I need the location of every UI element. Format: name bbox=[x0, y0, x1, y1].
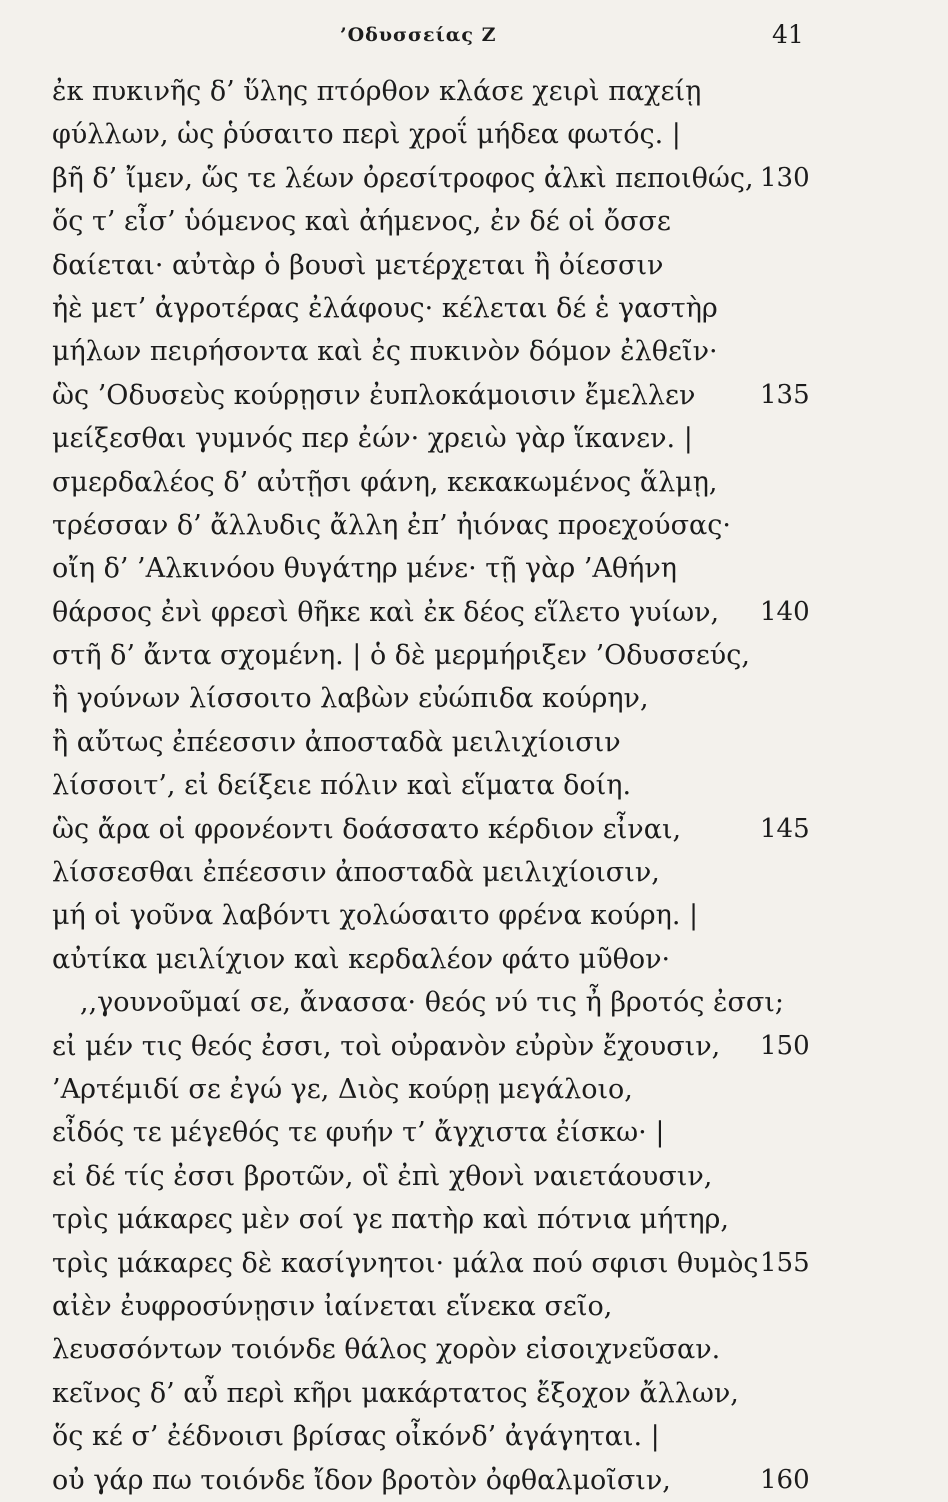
verse-text: σμερδαλέος δ’ αὐτῇσι φάνη, κεκακωμένος ἅλμῃ, bbox=[52, 466, 718, 498]
verse-text: ὣς ἄρα οἱ φρονέοντι δοάσσατο κέρδιον εἶναι, bbox=[52, 813, 682, 845]
verse-line bbox=[52, 70, 832, 113]
verse-text: μή οἱ γοῦνα λαβόντι χολώσαιτο φρένα κούρη. | bbox=[52, 900, 699, 932]
verse-text: μήλων πειρήσοντα καὶ ἐς πυκινὸν δόμον ἐλθεῖν· bbox=[52, 336, 718, 368]
verse-line bbox=[52, 591, 832, 634]
verse-line bbox=[52, 547, 832, 590]
verse-text: κεῖνος δ’ αὖ περὶ κῆρι μακάρτατος ἔξοχον ἄλλων, bbox=[52, 1377, 739, 1409]
verse-text: οὐ γάρ πω τοιόνδε ἴδον βροτὸν ὀφθαλμοῖσιν, bbox=[52, 1464, 671, 1496]
line-number: 140 bbox=[760, 596, 810, 627]
verse-text: λίσσοιτ’, εἰ δείξειε πόλιν καὶ εἵματα δοίη. bbox=[52, 770, 632, 802]
verse-line bbox=[52, 1068, 832, 1111]
verse-text: ὣς ’Οδυσεὺς κούρῃσιν ἐυπλοκάμοισιν ἔμελλεν bbox=[52, 379, 696, 411]
verse-line bbox=[52, 330, 832, 373]
verse-lines bbox=[52, 70, 832, 1502]
verse-text: ὅς κέ σ’ ἐέδνοισι βρίσας οἶκόνδ’ ἀγάγηται. | bbox=[52, 1421, 660, 1453]
verse-text: λίσσεσθαι ἐπέεσσιν ἀποσταδὰ μειλιχίοισιν, bbox=[52, 857, 660, 889]
verse-line bbox=[52, 417, 832, 460]
verse-line bbox=[52, 677, 832, 720]
verse-text: βῆ δ’ ἴμεν, ὥς τε λέων ὀρεσίτροφος ἀλκὶ πεποιθώς, bbox=[52, 162, 754, 194]
line-number: 145 bbox=[760, 813, 810, 844]
verse-text: ,,γουνοῦμαί σε, ἄνασσα· θεός νύ τις ἦ βροτός ἐσσι; bbox=[80, 987, 784, 1019]
verse-text: εἰ μέν τις θεός ἐσσι, τοὶ οὐρανὸν εὐρὺν ἔχουσιν, bbox=[52, 1030, 721, 1062]
verse-text: οἴη δ’ ’Αλκινόου θυγάτηρ μένε· τῇ γὰρ ’Αθήνη bbox=[52, 553, 677, 585]
verse-line bbox=[52, 1155, 832, 1198]
verse-text: ἢ γούνων λίσσοιτο λαβὼν εὐώπιδα κούρην, bbox=[52, 683, 649, 715]
verse-line bbox=[52, 938, 832, 981]
line-number: 150 bbox=[760, 1030, 810, 1061]
verse-text: αἰὲν ἐυφροσύνῃσιν ἰαίνεται εἵνεκα σεῖο, bbox=[52, 1290, 613, 1322]
verse-text: εἰ δέ τίς ἐσσι βροτῶν, οἳ ἐπὶ χθονὶ ναιετάουσιν, bbox=[52, 1160, 713, 1192]
verse-line bbox=[52, 721, 832, 764]
page-header bbox=[0, 16, 948, 56]
verse-line bbox=[52, 157, 832, 200]
verse-text: εἶδός τε μέγεθός τε φυήν τ’ ἄγχιστα ἐίσκω· | bbox=[52, 1117, 665, 1149]
verse-line bbox=[52, 461, 832, 504]
verse-line bbox=[52, 1111, 832, 1154]
page-number: 41 bbox=[772, 20, 804, 49]
verse-text: αὐτίκα μειλίχιον καὶ κερδαλέον φάτο μῦθον· bbox=[52, 943, 671, 975]
verse-text: ἢ αὔτως ἐπέεσσιν ἀποσταδὰ μειλιχίοισιν bbox=[52, 726, 621, 758]
line-number: 160 bbox=[760, 1464, 810, 1495]
verse-text: λευσσόντων τοιόνδε θάλος χορὸν εἰσοιχνεῦσαν. bbox=[52, 1334, 721, 1366]
verse-text: φύλλων, ὡς ῥύσαιτο περὶ χροΐ μήδεα φωτός. | bbox=[52, 119, 681, 151]
verse-line bbox=[52, 504, 832, 547]
verse-line bbox=[52, 764, 832, 807]
verse-line bbox=[52, 200, 832, 243]
verse-line bbox=[52, 1372, 832, 1415]
running-head: ’Οδυσσείας Ζ bbox=[340, 24, 497, 46]
verse-text: τρὶς μάκαρες μὲν σοί γε πατὴρ καὶ πότνια μήτηρ, bbox=[52, 1204, 730, 1236]
verse-text: ἠὲ μετ’ ἀγροτέρας ἐλάφους· κέλεται δέ ἑ γαστὴρ bbox=[52, 292, 718, 324]
line-number: 130 bbox=[760, 162, 810, 193]
verse-line bbox=[52, 374, 832, 417]
line-number: 155 bbox=[760, 1247, 810, 1278]
verse-line bbox=[52, 1459, 832, 1502]
verse-line bbox=[52, 1025, 832, 1068]
verse-line bbox=[52, 1285, 832, 1328]
verse-line bbox=[52, 634, 832, 677]
verse-line bbox=[52, 244, 832, 287]
verse-text: τρέσσαν δ’ ἄλλυδις ἄλλη ἐπ’ ἠιόνας προεχούσας· bbox=[52, 509, 731, 541]
verse-text: ὅς τ’ εἶσ’ ὑόμενος καὶ ἀήμενος, ἐν δέ οἱ ὄσσε bbox=[52, 206, 671, 238]
verse-line bbox=[52, 113, 832, 156]
verse-line bbox=[52, 894, 832, 937]
line-number: 135 bbox=[760, 379, 810, 410]
verse-line bbox=[52, 981, 832, 1024]
verse-line bbox=[52, 1242, 832, 1285]
verse-text: δαίεται· αὐτὰρ ὁ βουσὶ μετέρχεται ἢ ὀίεσσιν bbox=[52, 249, 664, 281]
verse-line bbox=[52, 1415, 832, 1458]
verse-text: στῆ δ’ ἄντα σχομένη. | ὁ δὲ μερμήριξεν ’Οδυσσεύς, bbox=[52, 640, 750, 672]
verse-text: ’Αρτέμιδί σε ἐγώ γε, Διὸς κούρῃ μεγάλοιο, bbox=[52, 1073, 633, 1105]
verse-line bbox=[52, 851, 832, 894]
verse-line bbox=[52, 1328, 832, 1371]
verse-line bbox=[52, 287, 832, 330]
verse-line bbox=[52, 1198, 832, 1241]
verse-text: ἐκ πυκινῆς δ’ ὕλης πτόρθον κλάσε χειρὶ παχείῃ bbox=[52, 76, 702, 107]
verse-text: τρὶς μάκαρες δὲ κασίγνητοι· μάλα πού σφισι θυμὸς bbox=[52, 1247, 759, 1279]
verse-text: θάρσος ἐνὶ φρεσὶ θῆκε καὶ ἐκ δέος εἵλετο γυίων, bbox=[52, 596, 720, 628]
verse-text: μείξεσθαι γυμνός περ ἐών· χρειὼ γὰρ ἵκανεν. | bbox=[52, 423, 693, 455]
verse-line bbox=[52, 808, 832, 851]
